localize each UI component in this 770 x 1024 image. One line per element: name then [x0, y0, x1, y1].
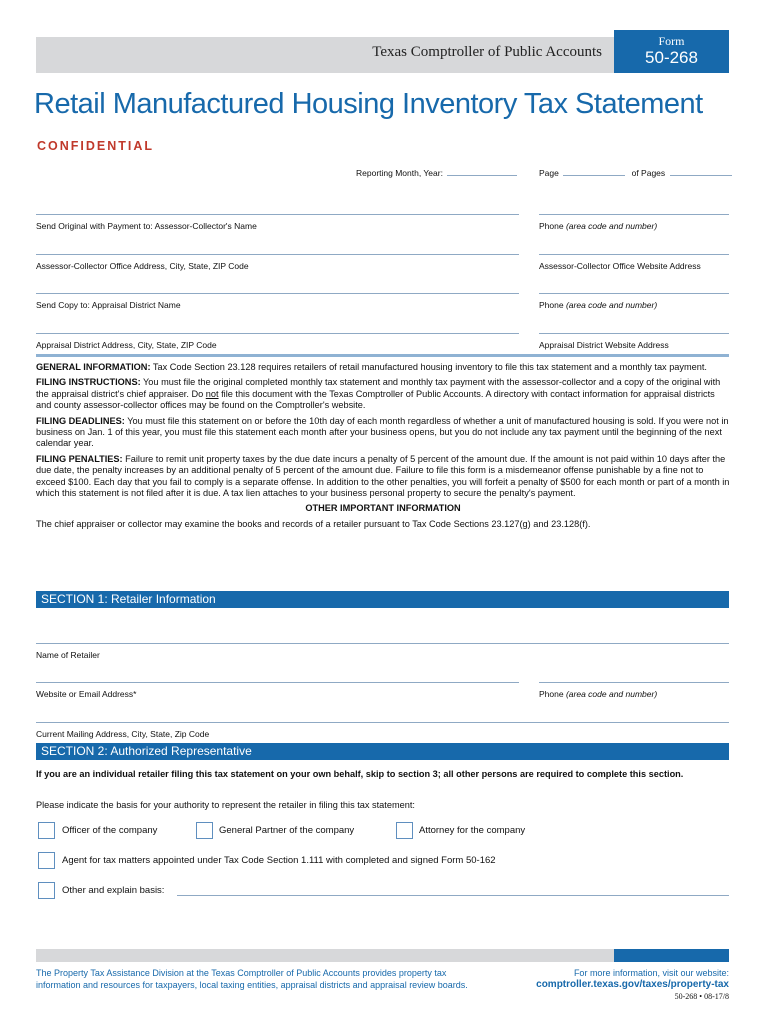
form-code: 50-268 • 08-17/8	[674, 992, 729, 1001]
page-label: Page	[539, 168, 559, 178]
assessor-address-field[interactable]	[36, 254, 519, 271]
reporting-month-label: Reporting Month, Year:	[356, 168, 443, 178]
other-info-heading: OTHER IMPORTANT INFORMATION	[305, 503, 461, 514]
section-2-instruction: Please indicate the basis for your authority to represent the retailer in filing this tax statement:	[36, 800, 415, 810]
footer-bar	[36, 949, 614, 962]
district-phone-field[interactable]	[539, 293, 729, 310]
retailer-phone-field[interactable]	[539, 682, 729, 699]
retailer-name-field[interactable]	[36, 643, 729, 660]
agency-name: Texas Comptroller of Public Accounts	[372, 44, 602, 60]
retailer-name-label: Name of Retailer	[36, 650, 100, 660]
mailing-address-field[interactable]	[36, 722, 729, 739]
filing-penalties-paragraph: FILING PENALTIES: Failure to remit unit property taxes by the due date incurs a penalty of 5 percent of the amount due. If the amount is not paid within 10 days after the due date, the penalty increases by an additional penalty of 5 percent of the amount due. Failure to file this form is a misdemeanor offense punishable by a fine not to exceed $100. Each day that you fail to comply is a separate offense. In addition to the other penalties, you will forfeit a penalty of $500 for each month or part of a month in which this statement is not filed after it is due. A tax lien attaches to your business personal property to secure the penalty's payment.	[36, 453, 730, 499]
other-explain-input[interactable]	[177, 895, 729, 896]
general-partner-checkbox[interactable]	[196, 822, 213, 839]
form-label: Form	[658, 34, 685, 48]
footer-description	[36, 967, 506, 991]
footer-accent	[614, 949, 729, 962]
general-information	[36, 362, 730, 534]
section-2-skip-instruction: If you are an individual retailer filing this tax statement on your own behalf, skip to section 3; all other persons are required to complete this section.	[36, 769, 684, 779]
assessor-name-field[interactable]	[36, 214, 519, 231]
assessor-name-label: Send Original with Payment to: Assessor-Collector's Name	[36, 221, 257, 231]
district-website-field[interactable]	[539, 333, 729, 350]
assessor-website-field[interactable]	[539, 254, 729, 271]
website-email-label: Website or Email Address*	[36, 689, 137, 699]
other-info-paragraph: The chief appraiser or collector may examine the books and records of a retailer pursuant to Tax Code Sections 23.127(g) and 23.128(f).	[36, 518, 591, 529]
phone-label: Phone	[539, 221, 564, 231]
phone-label: Phone	[539, 300, 564, 310]
general-info-paragraph: GENERAL INFORMATION: Tax Code Section 23.128 requires retailers of retail manufactured housing inventory to file this tax statement and a monthly tax payment.	[36, 362, 707, 372]
district-name-label: Send Copy to: Appraisal District Name	[36, 300, 181, 310]
officer-label: Officer of the company	[62, 825, 158, 836]
form-number: 50-268	[645, 48, 698, 67]
footer-line-1: The Property Tax Assistance Division at the Texas Comptroller of Public Accounts provides property tax	[36, 968, 447, 978]
district-address-label: Appraisal District Address, City, State, ZIP Code	[36, 340, 217, 350]
footer-website	[536, 967, 729, 991]
attorney-checkbox[interactable]	[396, 822, 413, 839]
footer-website-label: For more information, visit our website:	[573, 968, 729, 978]
agent-checkbox[interactable]	[38, 852, 55, 869]
assessor-website-label: Assessor-Collector Office Website Address	[539, 261, 701, 271]
confidential-label: CONFIDENTIAL	[37, 139, 155, 153]
mailing-address-label: Current Mailing Address, City, State, Zip Code	[36, 729, 210, 739]
agent-label: Agent for tax matters appointed under Tax Code Section 1.111 with completed and signed Form 50-162	[62, 855, 496, 866]
reporting-month-line[interactable]	[447, 175, 517, 176]
phone-hint: (area code and number)	[565, 221, 658, 231]
district-address-field[interactable]	[36, 333, 519, 350]
of-pages-line[interactable]	[670, 175, 732, 176]
officer-checkbox[interactable]	[38, 822, 55, 839]
phone-hint: (area code and number)	[565, 689, 658, 699]
assessor-phone-field[interactable]	[539, 214, 729, 231]
other-checkbox[interactable]	[38, 882, 55, 899]
form-number-box	[614, 30, 729, 73]
page-line[interactable]	[563, 175, 625, 176]
reporting-month-field[interactable]	[356, 168, 517, 178]
phone-label: Phone	[539, 689, 564, 699]
website-email-field[interactable]	[36, 682, 519, 699]
assessor-address-label: Assessor-Collector Office Address, City, State, ZIP Code	[36, 261, 249, 271]
of-pages-label: of Pages	[631, 168, 666, 178]
district-name-field[interactable]	[36, 293, 519, 310]
district-website-label: Appraisal District Website Address	[539, 340, 669, 350]
phone-hint: (area code and number)	[565, 300, 658, 310]
divider	[36, 354, 729, 357]
section-2-header: SECTION 2: Authorized Representative	[36, 743, 729, 760]
general-partner-label: General Partner of the company	[219, 825, 355, 836]
filing-instructions-paragraph: FILING INSTRUCTIONS: You must file the original completed monthly tax statement and monthly tax payment with the assessor-collector and a copy of the original with the appraisal district's chief appraiser. Do not file this document with the Texas Comptroller of Public Accounts. A directory with contact information for appraisal districts and county assessor-collector offices may be found on the Comptroller's website.	[36, 377, 721, 411]
footer-line-2: information and resources for taxpayers, local taxing entities, appraisal districts and appraisal review boards.	[36, 980, 468, 990]
footer-website-link[interactable]: comptroller.texas.gov/taxes/property-tax	[536, 979, 729, 990]
header-bar	[36, 37, 614, 73]
other-label: Other and explain basis:	[62, 885, 165, 896]
section-1-header: SECTION 1: Retailer Information	[36, 591, 729, 608]
attorney-label: Attorney for the company	[419, 825, 526, 836]
page-title: Retail Manufactured Housing Inventory Tax Statement	[34, 88, 703, 120]
filing-deadlines-paragraph: FILING DEADLINES: You must file this statement on or before the 10th day of each month regardless of whether a unit of manufactured housing is sold. If you were not in business on Jan. 1 of this year, you must file this statement each month after your business opens, but you do not include any tax payment until the beginning of the next calendar year.	[36, 415, 729, 449]
page-field[interactable]	[539, 168, 732, 178]
